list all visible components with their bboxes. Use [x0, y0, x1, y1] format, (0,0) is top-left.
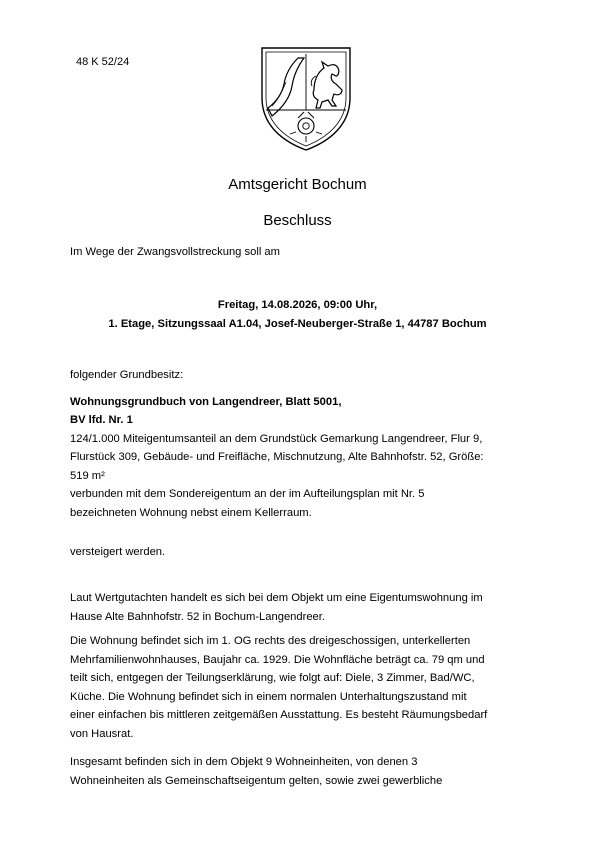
- details-paragraph-2: [70, 632, 530, 743]
- document-title: Beschluss: [263, 212, 332, 229]
- text-line: teilt sich, entgegen der Teilungserklärung, wie folgt auf: Diele, 3 Zimmer, Bad/WC,: [70, 672, 475, 684]
- closing-text: versteigert werden.: [70, 546, 166, 558]
- property-desc-line: Flurstück 309, Gebäude- und Freifläche, Mischnutzung, Alte Bahnhofstr. 52, Größe:: [70, 451, 484, 463]
- property-desc-line: bezeichneten Wohnung nebst einem Kellerraum.: [70, 506, 312, 519]
- property-desc-line: 124/1.000 Miteigentumsanteil an dem Grundstück Gemarkung Langendreer, Flur 9,: [70, 432, 483, 445]
- text-line: Laut Wertgutachten handelt es sich bei dem Objekt um eine Eigentumswohnung im: [70, 592, 483, 604]
- text-line: von Hausrat.: [70, 727, 134, 740]
- text-line: Küche. Die Wohnung befindet sich in einem normalen Unterhaltungszustand mit: [70, 690, 467, 703]
- text-line: Die Wohnung befindet sich im 1. OG rechts des dreigeschossigen, unterkellerten: [70, 635, 471, 647]
- details-paragraph-3: [70, 753, 530, 790]
- text-line: Mehrfamilienwohnhauses, Baujahr ca. 1929. Die Wohnfläche beträgt ca. 79 qm und: [70, 653, 485, 666]
- register-line: Wohnungsgrundbuch von Langendreer, Blatt 5001,: [70, 395, 342, 408]
- appointment-location: 1. Etage, Sitzungssaal A1.04, Josef-Neuberger-Straße 1, 44787 Bochum: [108, 318, 487, 330]
- text-line: Wohneinheiten als Gemeinschaftseigentum gelten, sowie zwei gewerbliche: [70, 774, 443, 787]
- property-desc-line: verbunden mit dem Sondereigentum an der im Aufteilungsplan mit Nr. 5: [70, 488, 425, 500]
- property-section: [70, 366, 530, 522]
- case-number: 48 K 52/24: [76, 56, 130, 68]
- property-desc-line: 519 m²: [70, 469, 105, 482]
- court-name: Amtsgericht Bochum: [228, 176, 367, 193]
- text-line: Hause Alte Bahnhofstr. 52 in Bochum-Langendreer.: [70, 610, 325, 623]
- bv-line: BV lfd. Nr. 1: [70, 414, 133, 426]
- coat-of-arms-icon: [258, 46, 354, 152]
- appointment-date: Freitag, 14.08.2026, 09:00 Uhr,: [217, 299, 378, 311]
- intro-text: Im Wege der Zwangsvollstreckung soll am: [70, 246, 280, 258]
- property-lead: folgender Grundbesitz:: [70, 369, 184, 381]
- text-line: einer einfachen bis mittleren zeitgemäßen Ausstattung. Es besteht Räumungsbedarf: [70, 709, 488, 721]
- text-line: Insgesamt befinden sich in dem Objekt 9 Wohneinheiten, von denen 3: [70, 756, 418, 768]
- details-paragraph-1: [70, 589, 530, 626]
